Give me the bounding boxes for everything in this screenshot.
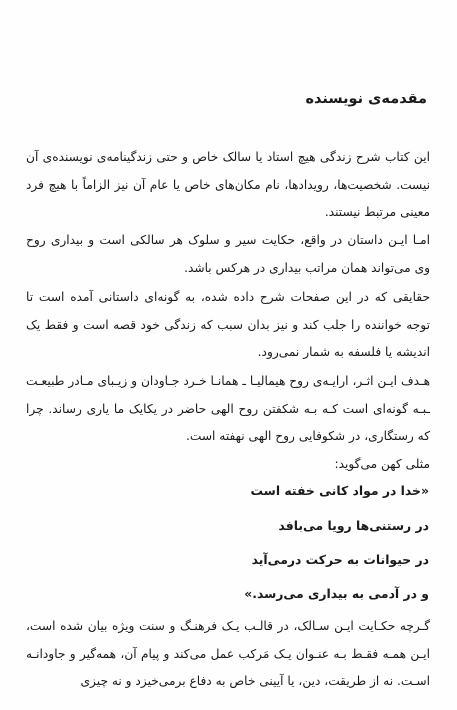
quote-line-3: در حیوانات به حرکت درمی‌آید <box>251 552 429 567</box>
paragraph-3: حقایقی که در این صفحات شرح داده شده، به گونه‌ای داستانی آمده است تا توجه خواننده را جلب کند و نیز بدان سبب که زندگی خود قصه است و فقط یک اندیشه یا فلسفه به شمار نمی‌رود. <box>26 290 430 359</box>
paragraph-2: امـا ایـن داستان در واقع، حکایت سیر و سلوک هر سالکی است و بیداری روح وی می‌تواند همان مراتب بیداری در هرکس باشد. <box>26 233 430 275</box>
quote-line-4: و در آدمی به بیداری می‌رسد.» <box>244 586 429 601</box>
quote-line-1: «خدا در مواد کانی خفته است <box>250 483 429 498</box>
quote-intro: مثلی کهن می‌گوید: <box>334 457 430 471</box>
paragraph-6: گـرچه حکـایت ایـن سـالک، در قالـب یـک فرهنـگ و سنت ویژه بیان شده است، ایـن همـه فقـط بـه عنـوان یـک مَرکب عمل می‌کند و پیام آن، همه‌گیر و جاودانـه اسـت. نه از طریقت، دین، یا آیینی خاص به دفاع برمی‌خیزد و نه چیزی <box>26 619 430 688</box>
page-title: مقدمه‌ی نویسنده <box>305 91 427 107</box>
paragraph-1: این کتاب شرح زندگی هیچ استاد یا سالک خاص و حتی زندگینامه‌ی نویسنده‌ی آن نیست. شخصیت‌ها، رویدادها، نام مکان‌های خاص یا عام آن نیز الزاماً با هیچ فرد معینی مرتبط نیستند. <box>26 150 430 219</box>
quote-line-2: در رستنی‌ها رویا می‌بافد <box>278 518 429 533</box>
paragraph-4: هـدف ایـن اثـر، ارایـه‌ی روح هیمالیـا ـ همانـا خـرد جـاودان و زیـبای مـادر طبیعـت ـبـه گونه‌ای است کـه بـه شکفتن روح الهی حاضر در یکایک ما یاری رساند. چرا که رستگاری، در شکوفایی روح الهی نهفته است. <box>26 374 430 443</box>
